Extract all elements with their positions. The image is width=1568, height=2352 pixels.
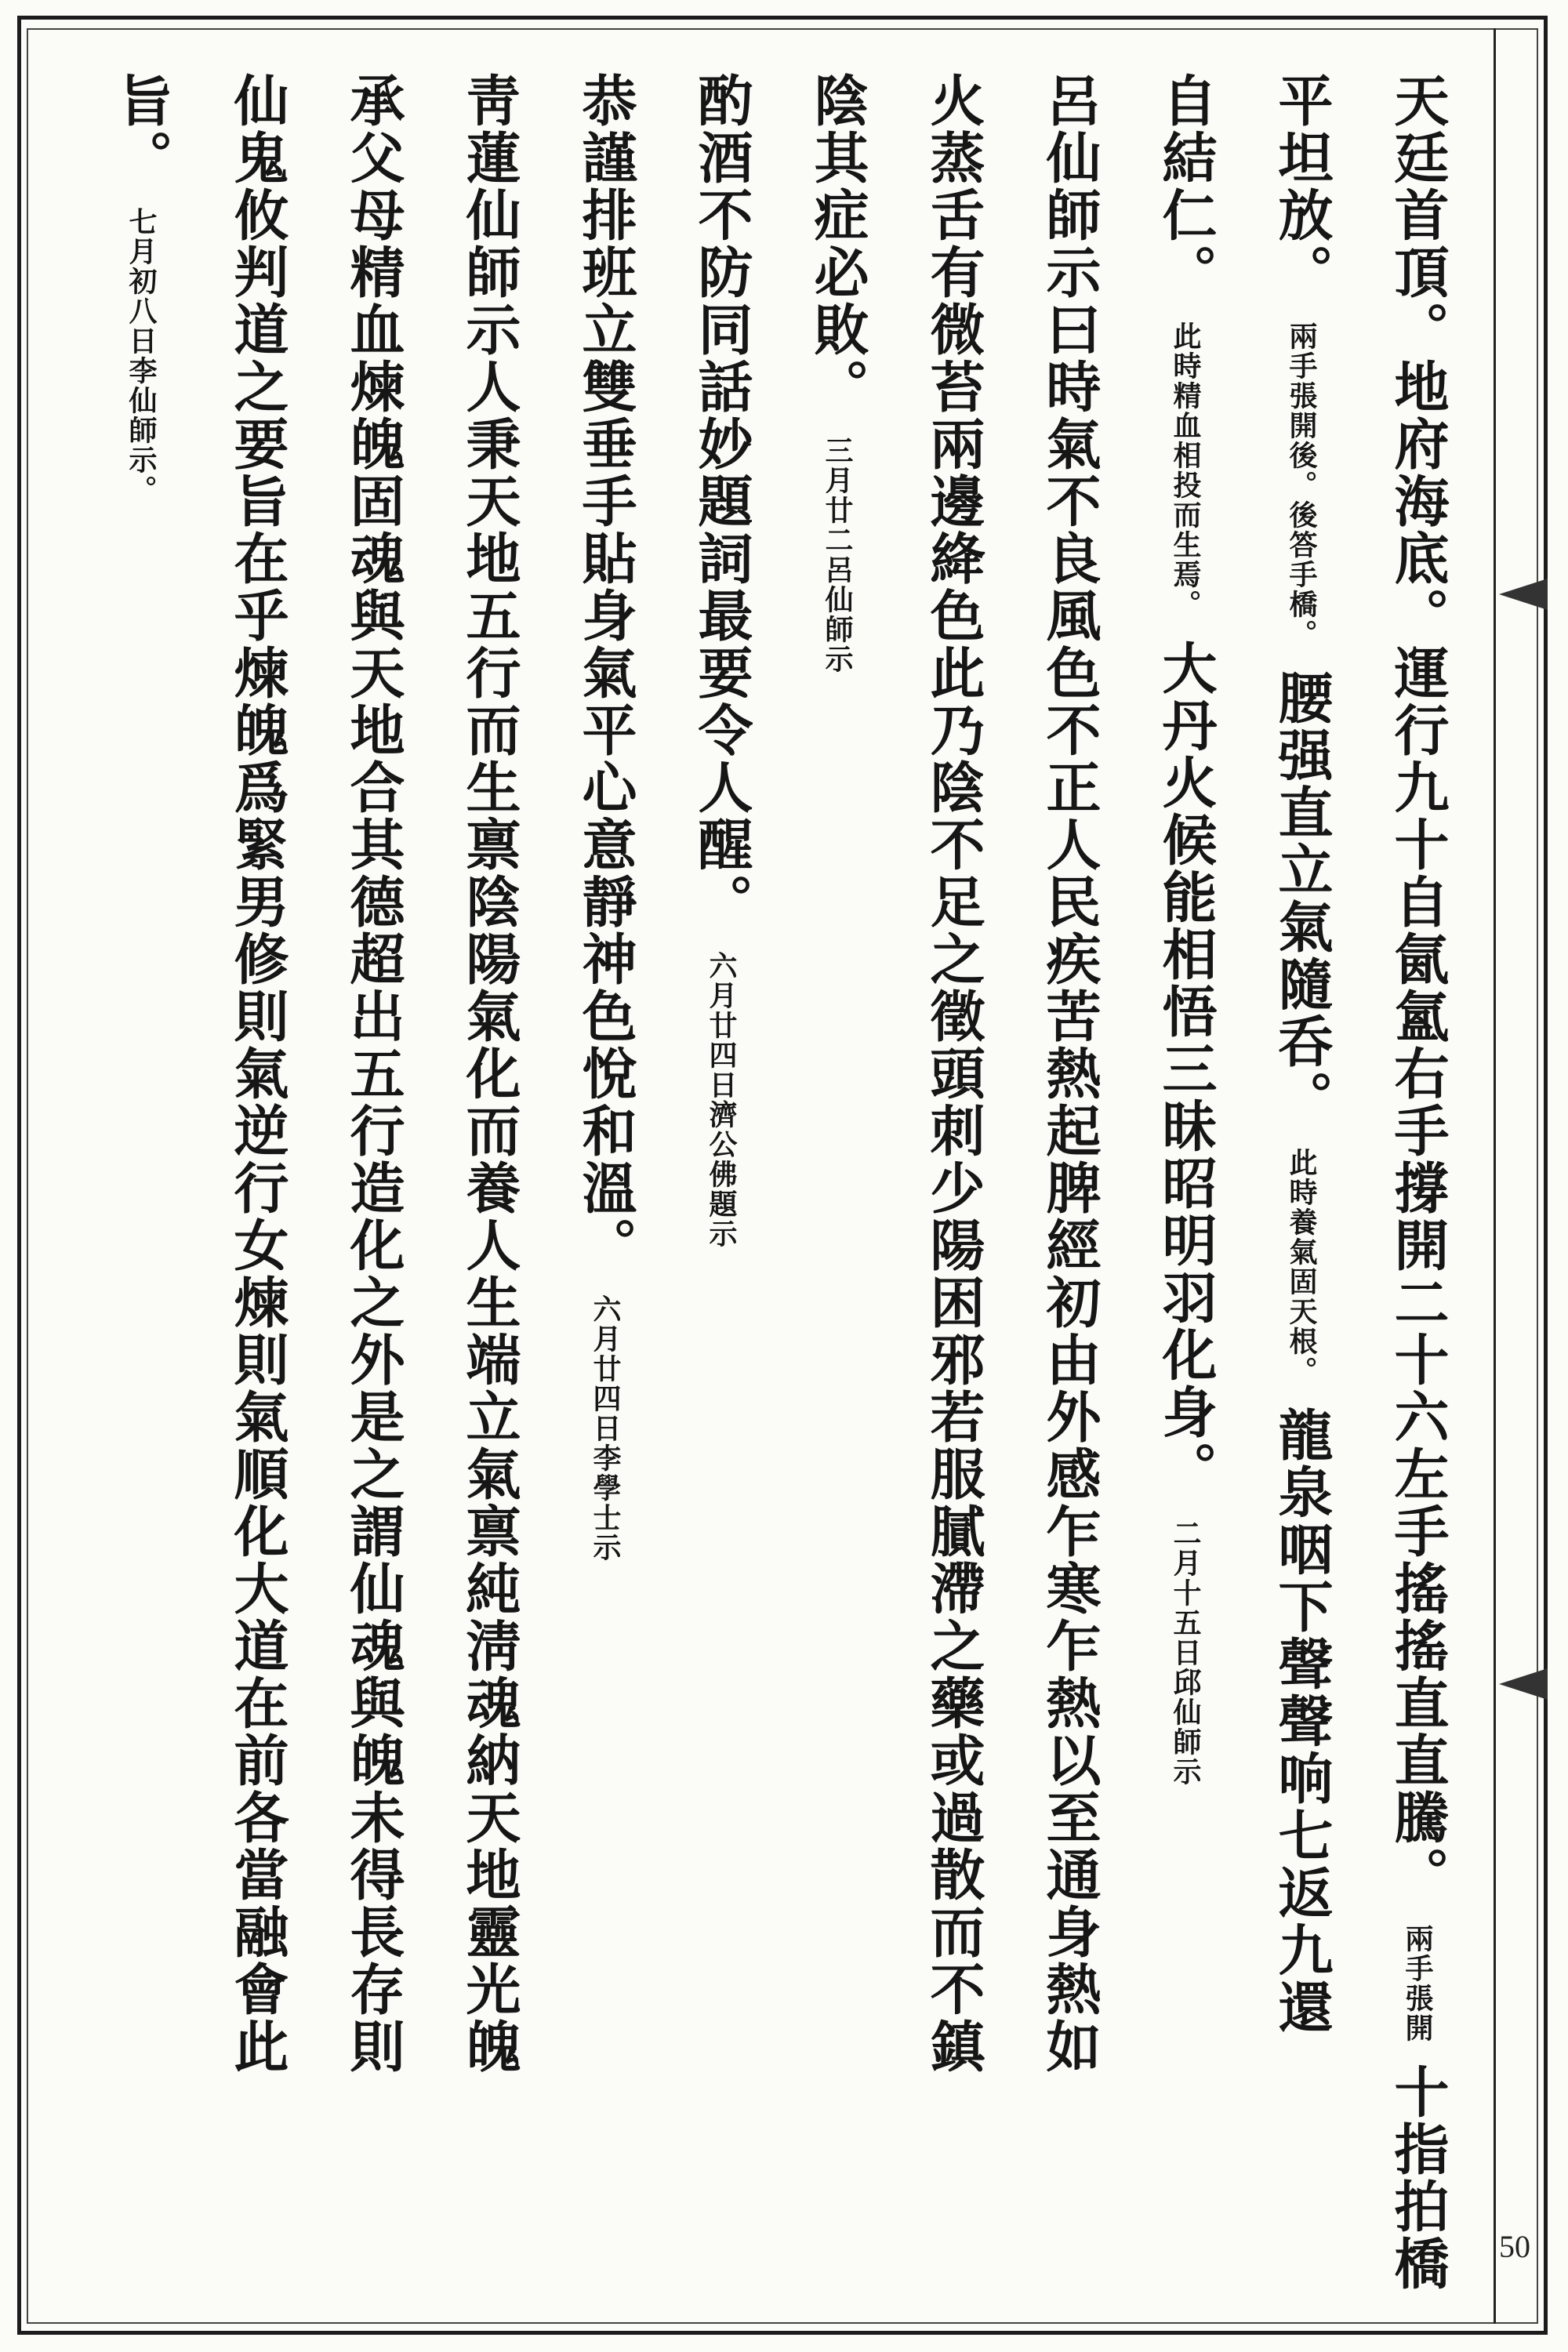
text-column-5 — [916, 72, 991, 2075]
column-annotation: 七月初八日李仙師示。 — [125, 207, 158, 505]
column-text: 自結仁。 — [1153, 72, 1218, 301]
text-column-8 — [568, 72, 643, 1583]
column-annotation: 六月廿四日濟公佛題示 — [705, 951, 738, 1249]
column-text-tail: 大丹火候能相悟三昧昭明羽化身。 — [1153, 640, 1218, 1498]
column-text: 靑蓮仙師示人秉天地五行而生禀陰陽氣化而養人生端立氣禀純淸魂納天地靈光魄 — [457, 72, 522, 2075]
text-column-6 — [800, 72, 875, 695]
margin-rule — [1494, 28, 1496, 2324]
column-text: 旨。 — [109, 72, 174, 187]
text-column-9 — [452, 72, 527, 2075]
page-number: 50 — [1499, 2229, 1530, 2264]
text-column-10 — [336, 72, 411, 2075]
text-column-3 — [1148, 72, 1223, 1807]
column-text: 火蒸舌有微苔兩邊絳色此乃陰不足之徵頭刺少陽困邪若服膩滯之藥或過散而不鎮 — [921, 72, 986, 2075]
column-text: 仙鬼攸判道之要旨在乎煉魄爲緊男修則氣逆行女煉則氣順化大道在前各當融會此 — [225, 72, 290, 2075]
column-annotation: 兩手張開後。後答手橋。 — [1285, 321, 1318, 649]
column-text: 恭謹排班立雙垂手貼身氣平心意靜神色悅和溫。 — [573, 72, 638, 1274]
column-text-tail-2: 龍泉咽下聲聲响七返九還 — [1269, 1406, 1334, 2036]
column-text: 平坦放。 — [1269, 72, 1334, 301]
column-text: 酌酒不防同話妙題詞最要令人醒。 — [689, 72, 754, 931]
text-column-7 — [684, 72, 759, 1269]
column-text: 陰其症必敗。 — [805, 72, 870, 416]
text-column-2 — [1264, 72, 1339, 2036]
column-annotation: 兩手張開 — [1401, 1924, 1434, 2043]
text-column-11 — [220, 72, 295, 2075]
column-text: 呂仙師示曰時氣不良風色不正人民疾苦熱起脾經初由外感乍寒乍熱以至通身熱如 — [1037, 72, 1102, 2075]
column-text-tail: 十指拍橋 — [1385, 2063, 1450, 2292]
column-text-tail: 腰强直立氣隨呑。 — [1269, 670, 1334, 1127]
column-annotation-2: 二月十五日邱仙師示 — [1169, 1519, 1202, 1787]
column-annotation: 六月廿四日李學士示 — [589, 1294, 622, 1563]
column-annotation: 三月廿二呂仙師示 — [821, 436, 854, 674]
column-annotation: 此時精血相投而生焉。 — [1169, 321, 1202, 619]
text-column-12 — [103, 72, 179, 525]
column-annotation-2: 此時養氣固天根。 — [1285, 1148, 1318, 1386]
text-column-4 — [1032, 72, 1107, 2075]
column-text: 天廷首頂。地府海底。運行九十自氤氳右手撐開二十六左手搖搖直直騰。 — [1385, 72, 1450, 1904]
column-text: 承父母精血煉魄固魂與天地合其德超出五行造化之外是之謂仙魂與魄未得長存則 — [341, 72, 406, 2075]
text-column-1 — [1380, 72, 1455, 2292]
fold-marker-lower — [1499, 1668, 1548, 1700]
fold-marker-upper — [1499, 579, 1548, 610]
